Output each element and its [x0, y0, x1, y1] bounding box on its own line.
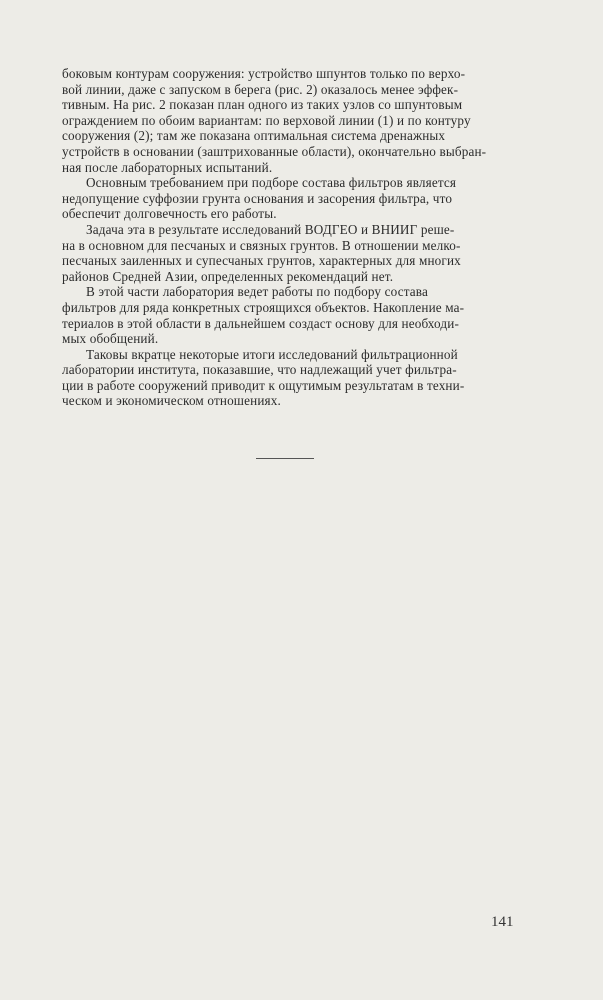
text-line: на в основном для песчаных и связных грунтов. В отношении мелко- [62, 237, 461, 253]
text-line: фильтров для ряда конкретных строящихся объектов. Накопление ма- [62, 299, 465, 315]
text-line: сооружения (2); там же показана оптимальная система дренажных [62, 128, 446, 144]
text-line: В этой части лаборатория ведет работы по подбору состава [86, 284, 428, 300]
text-line: районов Средней Азии, определенных рекомендаций нет. [62, 268, 394, 284]
text-line: териалов в этой области в дальнейшем создаст основу для необходи- [62, 315, 460, 331]
text-line: ции в работе сооружений приводит к ощутимым результатам в техни- [62, 377, 465, 393]
section-divider [256, 458, 314, 459]
text-line: боковым контурам сооружения: устройство шпунтов только по верхо- [62, 66, 466, 81]
text-line: лаборатории института, показавшие, что надлежащий учет фильтра- [62, 362, 457, 378]
text-line: тивным. На рис. 2 показан план одного из таких узлов со шпунтовым [62, 97, 463, 113]
text-line: ограждением по обоим вариантам: по верховой линии (1) и по контуру [62, 112, 471, 128]
text-line: Основным требованием при подборе состава фильтров является [86, 175, 457, 191]
text-line: вой линии, даже с запуском в берега (рис. 2) оказалось менее эффек- [62, 81, 459, 97]
text-line: Таковы вкратце некоторые итоги исследований фильтрационной [86, 346, 458, 362]
page-number: 141 [491, 914, 514, 930]
text-line: недопущение суффозии грунта основания и засорения фильтра, что [62, 190, 453, 206]
body-text [62, 66, 546, 409]
text-line: ная после лабораторных испытаний. [62, 159, 273, 175]
text-line: Задача эта в результате исследований ВОДГЕО и ВНИИГ реше- [86, 221, 455, 237]
text-line: мых обобщений. [62, 331, 159, 347]
text-line: устройств в основании (заштрихованные области), окончательно выбран- [62, 143, 487, 159]
text-line: ческом и экономическом отношениях. [62, 393, 281, 409]
text-line: обеспечит долговечность его работы. [62, 206, 277, 222]
text-line: песчаных заиленных и супесчаных грунтов, характерных для многих [62, 253, 461, 269]
